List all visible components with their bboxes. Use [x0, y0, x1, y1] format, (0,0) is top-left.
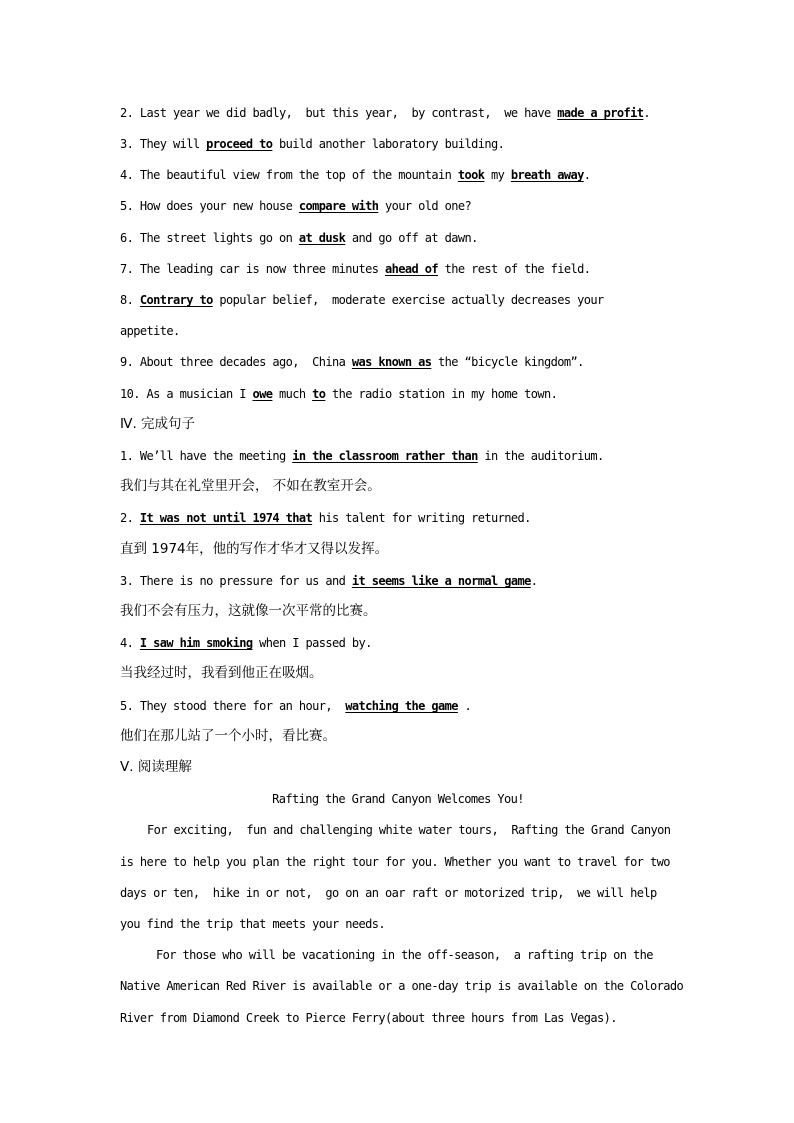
answer-text: breath away: [510, 168, 584, 182]
sentence-2-translation: 直到 1974年，他的写作才华才又得以发挥。: [120, 541, 389, 557]
passage-p2-line-1: For those who will be vacationing in the off-season, a rafting trip on the: [156, 948, 653, 962]
item-text: my: [484, 168, 511, 182]
vocab-item-5: [120, 198, 676, 214]
vocab-item-8-continued: appetite.: [120, 324, 180, 338]
answer-text: I saw him smoking: [139, 636, 253, 650]
vocab-item-10: [120, 386, 676, 402]
item-text: 3. There is no pressure for us and: [120, 574, 352, 588]
item-text: 1. We’ll have the meeting: [120, 449, 293, 463]
item-text: .: [643, 106, 650, 120]
sentence-3-translation: 我们不会有压力，这就像一次平常的比赛。: [120, 603, 377, 619]
answer-text: proceed to: [206, 137, 273, 151]
vocab-item-4: [120, 167, 676, 183]
item-text: the “bicycle kingdom”.: [431, 355, 584, 369]
item-text: 2. Last year we did badly, but this year, by contrast, we have: [120, 106, 558, 120]
vocab-item-9: [120, 354, 676, 370]
item-text: your old one?: [378, 199, 472, 213]
item-text: 10. As a musician I: [120, 387, 253, 401]
item-text: .: [530, 574, 538, 588]
answer-text: compare with: [298, 199, 379, 213]
passage-p1-line-4: you find the trip that meets your needs.: [120, 917, 385, 931]
sentence-1: [120, 448, 676, 464]
passage-p1-line-3: days or ten, hike in or not, go on an oar raft or motorized trip, we will help: [120, 886, 657, 900]
sentence-5-translation: 他们在那儿站了一个小时，看比赛。: [120, 728, 336, 744]
passage-p1-line-1: For exciting, fun and challenging white water tours, Rafting the Grand Canyon: [147, 823, 671, 837]
sentence-3: [120, 573, 676, 589]
answer-text: it seems like a normal game: [351, 574, 531, 588]
item-text: 2.: [120, 511, 140, 525]
answer-text: made a profit: [557, 106, 644, 120]
passage-p1-line-2: is here to help you plan the right tour for you. Whether you want to travel for two: [120, 855, 670, 869]
sentence-2: [120, 510, 676, 526]
answer-text: was known as: [351, 355, 432, 369]
item-text: popular belief, moderate exercise actually decreases your: [212, 293, 604, 307]
item-text: 6. The street lights go on: [120, 231, 299, 245]
answer-text: watching the game: [345, 699, 458, 713]
answer-text: owe: [252, 387, 273, 401]
item-text: 4.: [120, 636, 140, 650]
item-text: 9. About three decades ago, China: [120, 355, 352, 369]
item-text: 8.: [120, 293, 140, 307]
section-heading-complete-sentences: Ⅳ. 完成句子: [120, 416, 196, 432]
answer-text: ahead of: [385, 262, 438, 276]
item-text: .: [583, 168, 591, 182]
item-text: 5. How does your new house: [120, 199, 299, 213]
item-text: 7. The leading car is now three minutes: [120, 262, 385, 276]
answer-text: took: [457, 168, 485, 182]
item-text: much: [272, 387, 313, 401]
item-text: 5. They stood there for an hour,: [120, 699, 346, 713]
item-text: 4. The beautiful view from the top of the mountain: [120, 168, 458, 182]
item-text: when I passed by.: [252, 636, 372, 650]
vocab-item-7: [120, 261, 676, 277]
vocab-item-3: [120, 136, 676, 152]
vocab-item-8: [120, 292, 676, 308]
sentence-4: [120, 635, 676, 651]
sentence-4-translation: 当我经过时，我看到他正在吸烟。: [120, 665, 323, 681]
item-text: build another laboratory building.: [272, 137, 505, 151]
answer-text: in the classroom rather than: [292, 449, 478, 463]
item-text: .: [457, 699, 472, 713]
item-text: the rest of the field.: [438, 262, 591, 276]
item-text: and go off at dawn.: [345, 231, 478, 245]
sentence-5: [120, 698, 676, 714]
passage-p2-line-3: River from Diamond Creek to Pierce Ferry(about three hours from Las Vegas).: [120, 1011, 617, 1025]
passage-title: Rafting the Grand Canyon Welcomes You!: [272, 792, 524, 806]
sentence-1-translation: 我们与其在礼堂里开会， 不如在教室开会。: [120, 478, 381, 494]
answer-text: Contrary to: [139, 293, 213, 307]
item-text: in the auditorium.: [477, 449, 604, 463]
item-text: his talent for writing returned.: [312, 511, 531, 525]
item-text: 3. They will: [120, 137, 207, 151]
vocab-item-6: [120, 230, 676, 246]
answer-text: at dusk: [298, 231, 346, 245]
answer-text: It was not until 1974 that: [139, 511, 313, 525]
vocab-item-2: [120, 105, 676, 121]
passage-p2-line-2: Native American Red River is available or a one-day trip is available on the Colorado: [120, 979, 684, 993]
item-text: the radio station in my home town.: [325, 387, 558, 401]
section-heading-reading: Ⅴ. 阅读理解: [120, 759, 192, 775]
answer-text: to: [312, 387, 326, 401]
